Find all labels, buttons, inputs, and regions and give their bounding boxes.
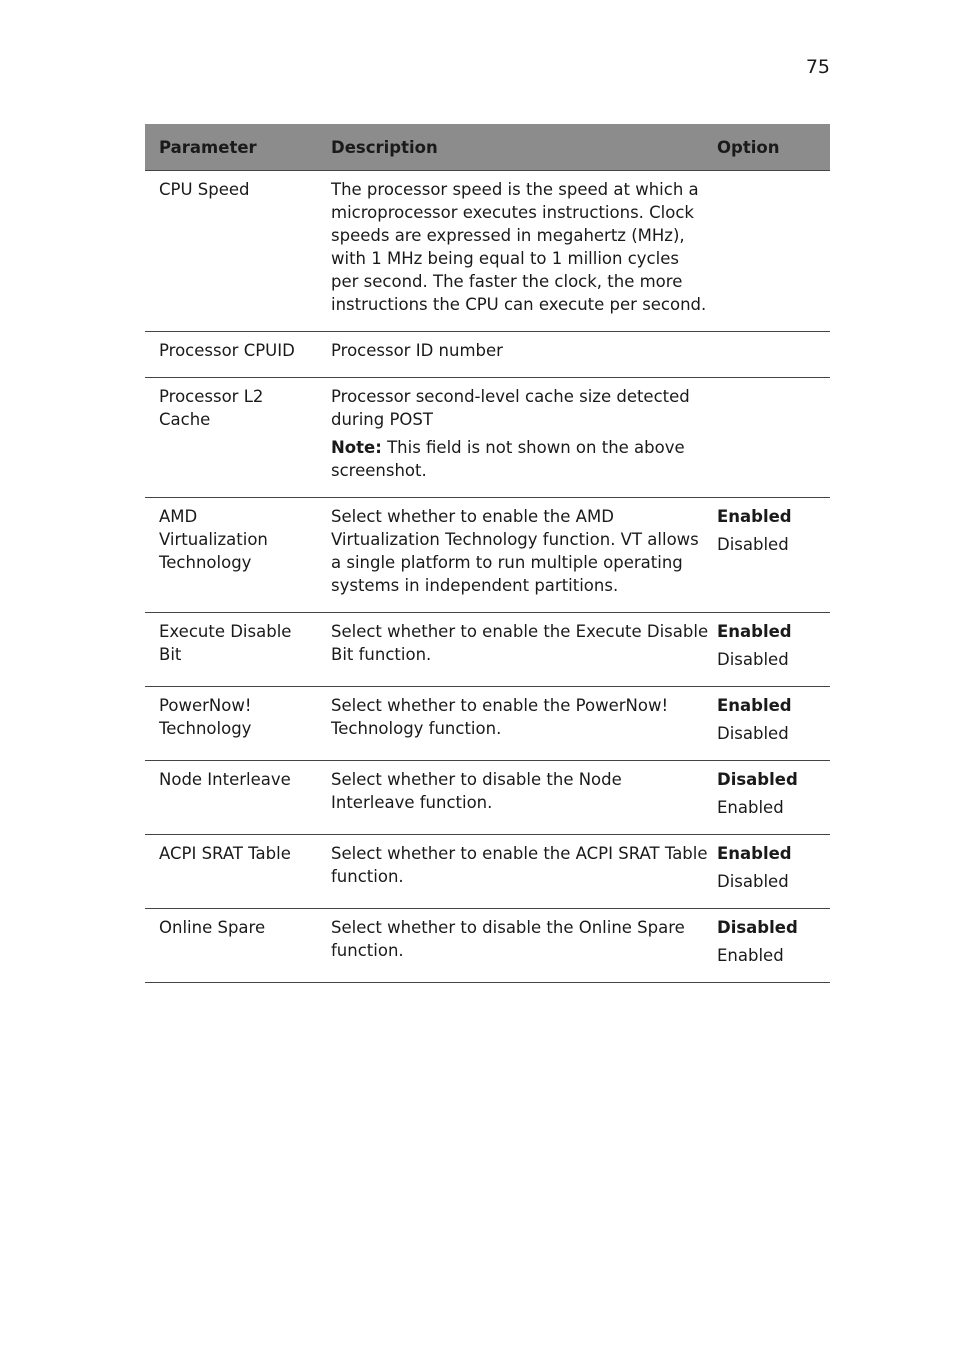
parameter-cell: CPU Speed [145, 171, 317, 332]
description-cell: Processor ID number [317, 332, 717, 378]
option-default: Enabled [717, 844, 792, 863]
option-cell [717, 378, 830, 498]
header-parameter: Parameter [145, 124, 317, 171]
description-text: Processor second-level cache size detected during POST [331, 387, 690, 429]
parameter-cell: Processor L2 Cache [145, 378, 317, 498]
option-cell [717, 498, 830, 613]
description-cell: Select whether to enable the AMD Virtualization Technology function. VT allows a single platform to run multiple operating systems in independent partitions. [317, 498, 717, 613]
note-label: Note: [331, 438, 382, 457]
option-default: Enabled [717, 622, 792, 641]
parameter-cell: PowerNow! Technology [145, 687, 317, 761]
page-number: 75 [805, 56, 830, 78]
option-cell [717, 835, 830, 909]
option-default: Enabled [717, 507, 792, 526]
description-cell [317, 378, 717, 498]
option-cell [717, 332, 830, 378]
option-alternate: Disabled [717, 650, 789, 669]
table-row [145, 761, 830, 835]
option-alternate: Disabled [717, 535, 789, 554]
parameter-cell: Execute Disable Bit [145, 613, 317, 687]
table-row [145, 909, 830, 983]
option-alternate: Disabled [717, 724, 789, 743]
option-cell [717, 171, 830, 332]
description-cell: Select whether to disable the Node Interleave function. [317, 761, 717, 835]
option-default: Disabled [717, 918, 798, 937]
table-row [145, 378, 830, 498]
table-row [145, 835, 830, 909]
option-alternate: Disabled [717, 872, 789, 891]
table-row [145, 687, 830, 761]
option-cell [717, 909, 830, 983]
option-default: Enabled [717, 696, 792, 715]
description-cell: Select whether to enable the PowerNow! Technology function. [317, 687, 717, 761]
table-row [145, 498, 830, 613]
note-text: This field is not shown on the above screenshot. [331, 438, 685, 480]
parameter-cell: ACPI SRAT Table [145, 835, 317, 909]
description-cell: The processor speed is the speed at which a microprocessor executes instructions. Clock speeds are expressed in megahertz (MHz), with 1 MHz being equal to 1 million cycles per second. The faster the clock, the more instructions the CPU can execute per second. [317, 171, 717, 332]
option-cell [717, 687, 830, 761]
description-cell: Select whether to enable the ACPI SRAT Table function. [317, 835, 717, 909]
description-cell: Select whether to enable the Execute Disable Bit function. [317, 613, 717, 687]
parameter-cell: Node Interleave [145, 761, 317, 835]
table-row [145, 171, 830, 332]
option-alternate: Enabled [717, 798, 784, 817]
header-option: Option [717, 124, 830, 171]
option-default: Disabled [717, 770, 798, 789]
table-row [145, 613, 830, 687]
parameter-table [145, 124, 830, 983]
header-description: Description [317, 124, 717, 171]
option-cell [717, 613, 830, 687]
parameter-cell: AMD Virtualization Technology [145, 498, 317, 613]
description-cell: Select whether to disable the Online Spare function. [317, 909, 717, 983]
table-header-row [145, 124, 830, 171]
note [331, 436, 709, 482]
table-row [145, 332, 830, 378]
parameter-cell: Processor CPUID [145, 332, 317, 378]
option-cell [717, 761, 830, 835]
option-alternate: Enabled [717, 946, 784, 965]
parameter-cell: Online Spare [145, 909, 317, 983]
